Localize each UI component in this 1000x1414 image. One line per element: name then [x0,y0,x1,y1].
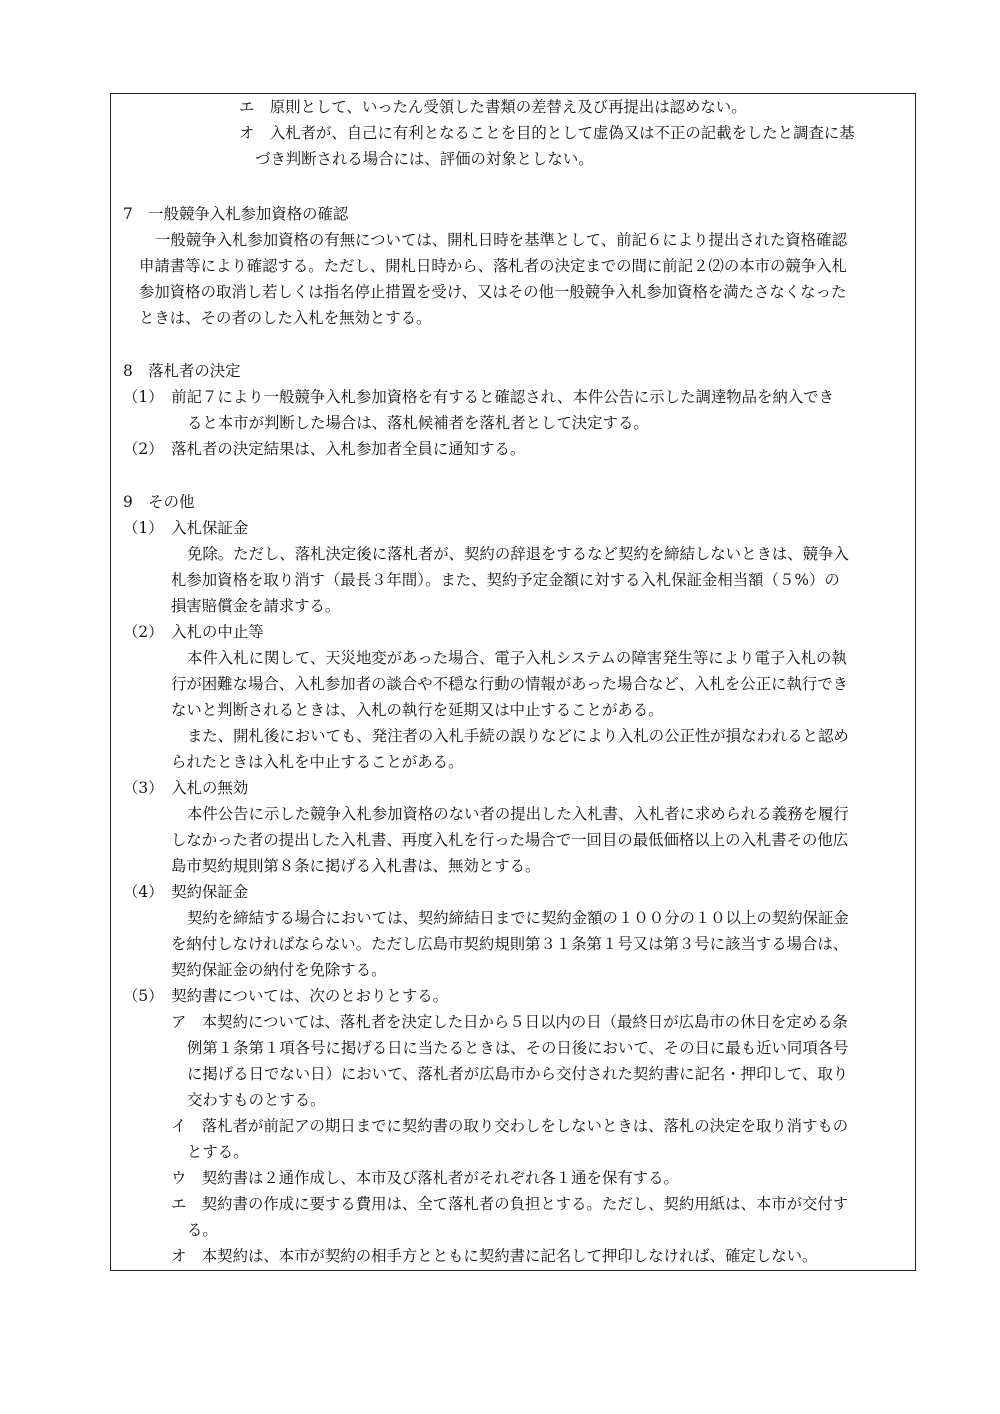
section-heading: 8 落札者の決定 [123,362,241,380]
text-line: 一般競争入札参加資格の有無については、開札日時を基準として、前記６により提出された資格確認 [155,231,847,249]
section-heading: 9 その他 [123,493,195,511]
text-line: ときは、その者のした入札を無効とする。 [139,309,432,327]
text-line: に掲げる日でない日）において、落札者が広島市から交付された契約書に記名・押印して、取り [187,1065,849,1083]
text-line: また、開札後においても、発注者の入札手続の誤りなどにより入札の公正性が損なわれると認め [187,727,849,745]
subsection-heading: （2） 入札の中止等 [123,623,264,641]
subsection-heading: （1） 入札保証金 [123,519,249,537]
text-line: （2） 落札者の決定結果は、入札参加者全員に通知する。 [123,440,526,458]
text-line: 参加資格の取消し若しくは指名停止措置を受け、又はその他一般競争入札参加資格を満たさなくなった [139,283,847,301]
text-line: を納付しなければならない。ただし広島市契約規則第３１条第１号又は第３号に該当する場合は、 [171,935,849,953]
text-line: 例第１条第１項各号に掲げる日に当たるときは、その日後において、その日に最も近い同項各号 [187,1039,849,1057]
list-item: ア 本契約については、落札者を決定した日から５日以内の日（最終日が広島市の休日を定める条 [171,1013,848,1031]
subsection-heading: （3） 入札の無効 [123,779,249,797]
text-line: られたときは入札を中止することがある。 [171,753,464,771]
text-line: 行が困難な場合、入札参加者の談合や不穏な行動の情報があった場合など、入札を公正に執行でき [171,675,849,693]
text-line: づき判断される場合には、評価の対象としない。 [255,150,594,168]
text-line: 本件公告に示した競争入札参加資格のない者の提出した入札書、入札者に求められる義務を履行 [187,805,849,823]
text-line: とする。 [187,1143,249,1161]
list-item: ウ 契約書は２通作成し、本市及び落札者がそれぞれ各１通を保有する。 [171,1169,679,1187]
subsection-heading: （4） 契約保証金 [123,883,249,901]
subsection-heading: （5） 契約書については、次のとおりとする。 [123,987,448,1005]
text-line: 契約保証金の納付を免除する。 [171,961,387,979]
text-line: （1） 前記７により一般競争入札参加資格を有すると確認され、本件公告に示した調達物品を納入でき [123,388,834,406]
text-line: る。 [187,1221,218,1239]
text-line: 交わすものとする。 [187,1091,326,1109]
list-item: イ 落札者が前記アの期日までに契約書の取り交わしをしないときは、落札の決定を取り消すもの [171,1117,849,1135]
text-line: ないと判断されるときは、入札の執行を延期又は中止することがある。 [171,701,664,719]
text-line: エ 原則として、いったん受領した書類の差替え及び再提出は認めない。 [239,98,747,116]
text-line: しなかった者の提出した入札書、再度入札を行った場合で一回目の最低価格以上の入札書その他広 [171,831,849,849]
list-item: オ 本契約は、本市が契約の相手方とともに契約書に記名して押印しなければ、確定しない。 [171,1247,818,1265]
text-line: 島市契約規則第８条に掲げる入札書は、無効とする。 [171,857,541,875]
text-line: 本件入札に関して、天災地変があった場合、電子入札システムの障害発生等により電子入札の執 [187,649,847,667]
text-line: 損害賠償金を請求する。 [171,597,341,615]
text-line: 申請書等により確認する。ただし、開札日時から、落札者の決定までの間に前記２⑵の本市の競争入札 [139,257,847,275]
section-heading: 7 一般競争入札参加資格の確認 [123,205,349,223]
text-line: 契約を締結する場合においては、契約締結日までに契約金額の１００分の１０以上の契約保証金 [187,909,849,927]
list-item: エ 契約書の作成に要する費用は、全て落札者の負担とする。ただし、契約用紙は、本市が交付す [171,1195,849,1213]
text-line: ると本市が判断した場合は、落札候補者を落札者として決定する。 [187,414,649,432]
text-line: オ 入札者が、自己に有利となることを目的として虚偽又は不正の記載をしたと調査に基 [239,124,855,142]
document-frame [110,93,916,1271]
text-line: 札参加資格を取り消す（最長３年間）。また、契約予定金額に対する入札保証金相当額（５%）の [171,571,840,589]
text-line: 免除。ただし、落札決定後に落札者が、契約の辞退をするなど契約を締結しないときは、競争入 [187,545,849,563]
